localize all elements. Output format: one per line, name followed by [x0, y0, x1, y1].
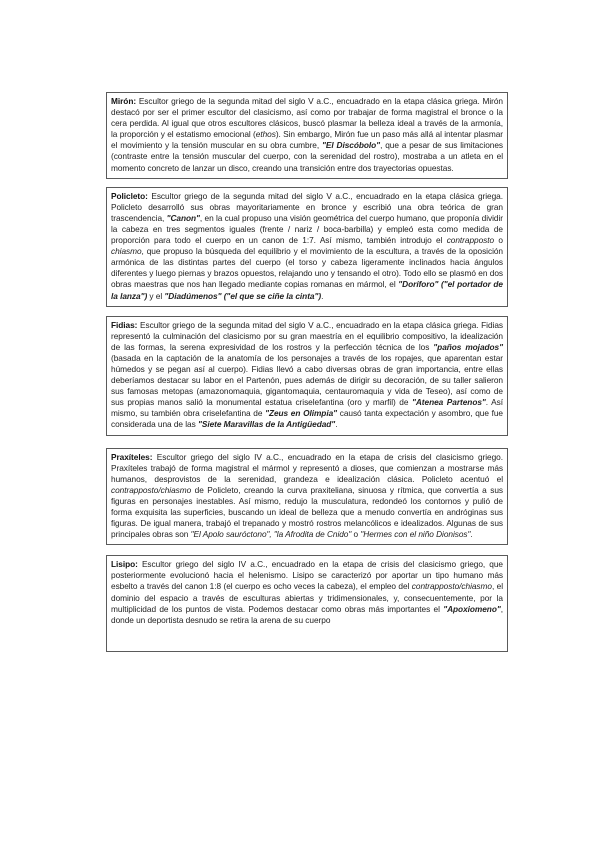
entry-italic: contrapposto/chiasmo: [411, 581, 492, 592]
entry-italic: "El Apolo sauróctono", "la Afrodita de Cnido": [190, 529, 352, 540]
entry-text: (basada en la captación de la anatomía de los personajes a través de los ropajes, que aparentan estar húmedos y se pegan así al cuerpo). Fidias llevó a cabo diversas obras de gran importancia, entre ellas deberíamos destacar su labor en el Partenón, pues además de dirigir su decoración, de su taller salieron sus famosas metopas (amazonomaquia, gigantomaquia, centauromaquia y vida de Teseo), así como de sus propias manos salió la monumental estatua criselefantina (oro y marfil) de: [111, 352, 503, 408]
entry-name: Policleto:: [111, 190, 148, 201]
entry-miron: [106, 92, 508, 179]
entry-text: de Policleto, creando la curva praxiteliana, sinuosa y rítmica, que convertía a sus figuras en personajes inestables. Así mismo, redujo la musculatura, redondeó los contornos y pulió de forma exquisita las superficies, buscando un ideal de belleza que a menudo convertía en andróginas sus figuras. De igual manera, trabajó el trepanado y mostró rostros melancólicos e idealizados. Algunas de sus principales obras son: [111, 484, 503, 540]
entry-text: , donde un deportista desnudo se retira la arena de su cuerpo: [111, 603, 503, 625]
entry-text: .: [321, 290, 324, 301]
entry-name: Lisipo:: [111, 559, 138, 570]
entry-text: ). Sin embargo, Mirón fue un paso más allá al intentar plasmar el movimiento y la tensión muscular en su obra cumbre,: [111, 129, 503, 151]
entry-italic: "Atenea Partenos": [411, 397, 486, 408]
entry-text: , que a pesar de sus limitaciones (contraste entre la tensión muscular del cuerpo, con la serenidad del rostro), mostraba a un atleta en el momento concreto de lanzar un disco, creando una transición entre dos trayectorias opuestas.: [111, 140, 503, 173]
entry-italic: "Hermes con el niño Dionisos": [360, 529, 471, 540]
entry-text: y el: [147, 290, 165, 301]
entry-text: o: [351, 529, 361, 540]
entry-policleto: [106, 187, 508, 307]
entry-italic: "El Discóbolo": [322, 140, 381, 151]
entry-text: causó tanta expectación y asombro, que fue considerada una de las: [111, 408, 503, 430]
entry-lisipo: [106, 555, 508, 652]
entry-italic: contrapposto: [446, 235, 495, 246]
entry-praxiteles: [106, 448, 508, 546]
entry-italic: chiasmo: [111, 246, 142, 257]
entry-italic: "Zeus en Olimpia": [265, 408, 338, 419]
entry-fidias: [106, 316, 508, 436]
entry-text: , en la cual propuso una visión geométrica del cuerpo humano, que proponía dividir la cabeza en tres segmentos iguales (frente / nariz / boca-barbilla) y empleó esta como medida de proporción para todo el cuerpo en un canon de 1:7. Así mismo, también introdujo el: [111, 212, 503, 246]
entry-text: , que propuso la búsqueda del equilibrio y el movimiento de la escultura, a través de la oposición armónica de las distintas partes del cuerpo (el torso y cabeza ligeramente inclinados hacia ángulos diferentes y luego piernas y brazos opuestos, relajando uno y tensando el otro). Todo ello se plasmó en dos obras maestras que nos han llegado mediante copias romanas en mármol, el: [111, 246, 503, 290]
entry-name: Fidias:: [111, 319, 138, 330]
entry-italic: "Apoxiomeno": [443, 603, 501, 614]
entry-italic: ethos: [255, 129, 276, 140]
entry-italic: contrapposto/chiasmo: [111, 484, 192, 495]
entry-text: . Así mismo, su también obra criselefantina de: [111, 397, 504, 419]
entry-italic: "Doríforo" ("el portador de la lanza"): [111, 279, 503, 301]
entry-italic: "paños mojados": [433, 341, 503, 352]
entry-name: Praxíteles:: [111, 451, 153, 462]
entry-text: .: [470, 529, 473, 540]
entry-text: Escultor griego del siglo IV a.C., encuadrado en la etapa de crisis del clasicismo griego. Praxíteles trabajó de forma magistral el mármol y representó a dioses, que comienzan a mostrarse más humanos, desprovistos de la serenidad, grandeza e idealización clásica. Policleto acentuó el: [111, 451, 503, 484]
entry-name: Mirón:: [111, 96, 137, 106]
entry-italic: "Canon": [166, 212, 200, 223]
entry-text: Escultor griego de la segunda mitad del siglo V a.C., encuadrado en la etapa clásica griega. Mirón destacó por ser el primer escultor del clasicismo, así como por trabajar de forma magistral el bronce o la cera perdida. Al igual que otros escultores clásicos, buscó plasmar la belleza ideal a través de la armonía, la proporción y el estatismo emocional (: [111, 96, 503, 140]
entry-text: o: [494, 235, 503, 246]
entry-text: Escultor griego del siglo IV a.C., encuadrado en la etapa de crisis del clasicismo griego, que posteriormente evolucionó hacia el helenismo. Lisipo se caracterizó por aportar un tipo humano más esbelto a través del canon 1:8 (el cuerpo es ocho veces la cabeza), el empleo del: [111, 559, 503, 592]
document-page: [106, 92, 508, 652]
entry-text: , el dominio del espacio a través de esculturas abiertas y tridimensionales, y, consecuentemente, por la multiplicidad de los puntos de vista. Podemos destacar como obras más importantes el: [111, 581, 503, 614]
entry-text: Escultor griego de la segunda mitad del siglo V a.C., encuadrado en la etapa clásica griega. Fidias representó la culminación del clasicismo por su gran maestría en el equilibrio compositivo, la idealización de las formas, la serena expresividad de los rostros y la perfección técnica de los: [111, 319, 503, 352]
entry-text: .: [335, 419, 338, 430]
entry-italic: "Diadúmenos" ("el que se ciñe la cinta"): [164, 290, 322, 301]
entry-italic: "Siete Maravillas de la Antigüedad": [197, 419, 336, 430]
entry-text: Escultor griego de la segunda mitad del siglo V a.C., encuadrado en la etapa clásica griega. Policleto desarrolló sus obras mayoritariamente en bronce y escribió una obra teórica de gran trascendencia,: [111, 190, 503, 223]
